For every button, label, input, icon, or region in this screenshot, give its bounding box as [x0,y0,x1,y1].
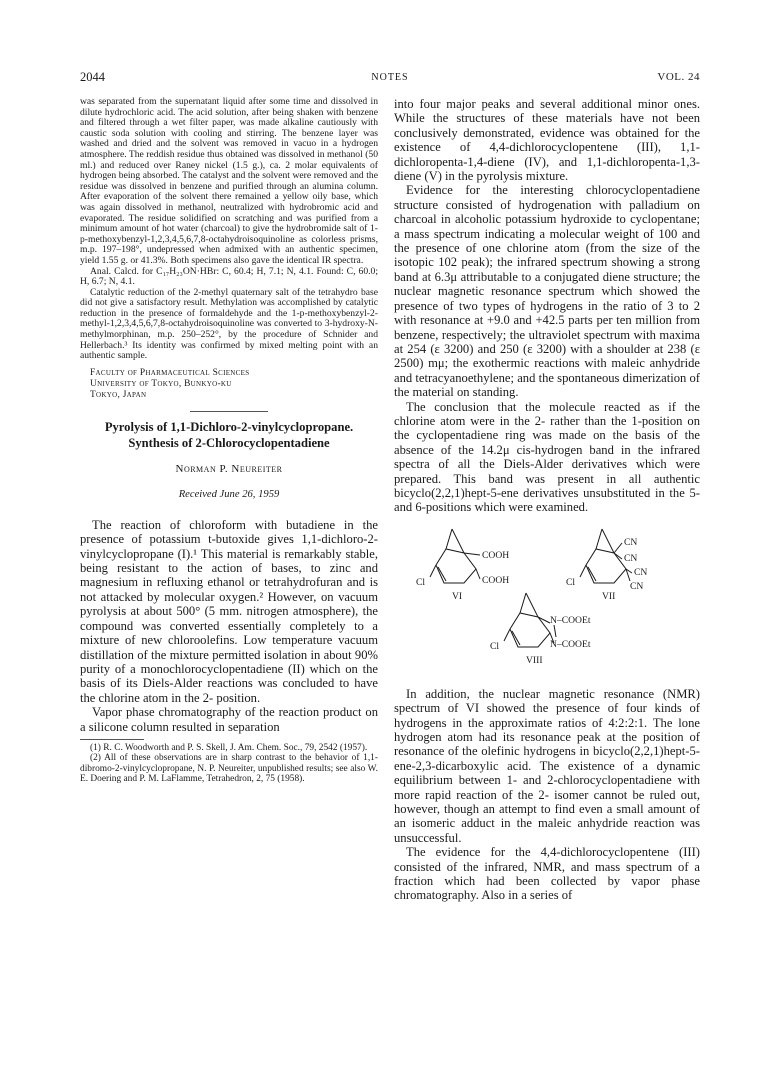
vii-sub1: CN [624,536,638,548]
body-paragraph: The reaction of chloroform with butadiene in the presence of potassium t-butoxide gives 1,1-dichloro-2-vinylcyclopropane (I).¹ This material is remarkably stable, being resistant to the action of bases, to zinc and magnesium in refluxing ethanol or tetrahydrofuran and is not attacked by molecular oxygen.² However, on vacuum pyrolysis at about 500° (5 mm. nitrogen atmosphere), the compound was converted essentially completely to a mixture of new chloroolefins. Low temperature vacuum distillation of the mixture permitted isolation in about 90% purity of a monochlorocyclopentadiene (II) which on the basis of its Diels-Alder reactions was concluded to have the chlorine atom in the 2- position. [80,517,378,705]
viii-label: VIII [526,654,543,666]
viii-sub1: N–COOEt [550,614,591,626]
affiliation-line: Tokyo, Japan [90,390,147,401]
vii-sub4: CN [630,580,644,592]
vii-cl: Cl [566,576,576,588]
affiliation-line: University of Tokyo, Bunkyo-ku [90,379,232,390]
structure-diagrams [394,523,700,677]
running-header [80,70,700,86]
page-number: 2044 [80,70,105,84]
structure-vi [430,529,480,583]
viii-cl: Cl [490,640,500,652]
vii-sub3: CN [634,566,648,578]
vi-sub1: COOH [482,549,510,561]
prev-article-paragraph: Catalytic reduction of the 2-methyl quaternary salt of the tetrahydro base did not give a satisfactory result. Methylation was accomplished by catalytic reduction in the presence of formaldehyde and the 1-p-methoxybenzyl-2-methyl-1,2,3,4,5,6,7,8-octahydroisoquinoline was converted to 3-hydroxy-N-methylmorphinan, m.p. 250–252°, by the procedure of Schnider and Hellerbach.³ Its identity was confirmed by mixed melting point with an authentic sample. [80,286,378,362]
viii-sub2: N–COOEt [550,638,591,650]
body-paragraph: Evidence for the interesting chlorocyclopentadiene structure consisted of hydrogenation with palladium on charcoal in alcoholic potassium hydroxide to cyclopentane; a mass spectrum indicating a molecular weight of 100 and the presence of one chlorine atom (from the size of the isotopic 102 peak); the infrared spectrum showing a strong band at 6.3μ attributable to a conjugated diene structure; the nuclear magnetic resonance spectrum which showed the presence of two types of hydrogens in the ratio of 3 to 2 with resonance at +9.0 and +42.5 parts per ten million from benzene, respectively; the ultraviolet spectrum with maxima at 254 (ε 3200) and 250 (ε 3200) with a shoulder at 238 (ε 2500) mμ; the exothermic reactions with maleic anhydride and tetracyanoethylene; and the spontaneous dimerization of the material on standing. [394,183,700,400]
footnote: (2) All of these observations are in sharp contrast to the behavior of 1,1-dibromo-2-vinylcyclopropane, N. P. Neureiter, unpublished results; see also W. E. Doering and P. M. LaFlamme, Tetrahedron, 2, 75 (1958). [80,753,378,785]
affiliation [90,368,378,402]
volume-label: VOL. 24 [657,71,700,83]
affiliation-line: Faculty of Pharmaceutical Sciences [90,367,250,378]
body-paragraph: The conclusion that the molecule reacted as if the chlorine atom were in the 2- rather than the 1-position on the cyclopentadiene ring was made on the basis of the absence of the 14.2μ cis-hydrogen band in the infrared spectra of all the Diels-Alder derivatives which were prepared. This band was present in all authentic bicyclo(2,2,1)hept-5-ene derivatives unsubstituted in the 5- and 6-positions which were examined. [394,399,700,515]
left-column [80,97,378,785]
prev-article-paragraph: was separated from the supernatant liquid after some time and dissolved in dilute hydrochloric acid. The acid solution, after being shaken with benzene and filtered through a wet filter paper, was made alkaline cautiously with caustic soda solution with cooling and stirring. The benzene layer was washed and dried and the solvent was removed in vacuo in a hydrogen atmosphere. The reddish residue thus obtained was dissolved in methanol (50 ml.) and reduced over Raney nickel (1.5 g.), ca. 2 molar equivalents of hydrogen being absorbed. The catalyst and the solvent were removed and the residue was dissolved in benzene and purified through an alumina column. After evaporation of the solvent there remained a yellow oily base, which was again dissolved in methanol, neutralized with hydrobromic acid and evaporated. The residue solidified on scratching and was purified from a minimum amount of hot water (charcoal) to give the hydrobromide salt of 1-p-methoxybenzyl-1,2,3,4,5,6,7,8-octahydroisoquinoline as colorless prisms, m.p. 197–198°, undepressed when admixed with an authentic specimen, yield 1.55 g. or 41.3%. Both specimens also gave the identical IR spectra. [80,96,378,266]
footnote-rule [80,739,144,740]
section-label: NOTES [371,72,409,83]
body-paragraph: into four major peaks and several additional minor ones. While the structures of these materials have not been conclusively demonstrated, evidence was obtained for the existence of 4,4-dichlorocyclopentene (III), 1,1-dichloropenta-1,4-diene (IV), and 1,1-dichloropenta-1,3-diene (V) in the pyrolysis mixture. [394,97,700,184]
received-date: Received June 26, 1959 [178,488,280,500]
article-title: Pyrolysis of 1,1-Dichloro-2-vinylcyclopropane. Synthesis of 2-Chlorocyclopentadiene [104,420,354,450]
vii-label: VII [602,590,616,602]
body-paragraph: Vapor phase chromatography of the reaction product on a silicone column resulted in separation [80,705,378,734]
footnote: (1) R. C. Woodworth and P. S. Skell, J. Am. Chem. Soc., 79, 2542 (1957). [90,742,368,753]
vii-sub2: CN [624,552,638,564]
article-separator [190,411,268,412]
body-paragraph: The evidence for the 4,4-dichlorocyclopentene (III) consisted of the infrared, NMR, and mass spectrum of a fraction which had been collected by vapor phase chromatography. Also in a series of [394,845,700,903]
vi-cl: Cl [416,576,426,588]
structure-viii [504,593,556,647]
article-author: Norman P. Neureiter [175,462,283,475]
right-column [394,97,700,903]
vi-label: VI [452,590,463,602]
body-paragraph: In addition, the nuclear magnetic resonance (NMR) spectrum of VI showed the presence of four kinds of hydrogens in the approximate ratios of 4:2:2:1. The lone hydrogen atom had its resonance peak at the position of resonance of the olefinic hydrogens in bicyclo(2,2,1)hept-5-ene-2,3-dicarboxylic acid. The existence of a dynamic equilibrium between 1- and 2-chlorocyclopentadiene with more rapid reaction of the 2- isomer cannot be ruled out, however, though an attempt to find even a small amount of an isomeric adduct in the maleic anhydride reaction was unsuccessful. [394,686,700,845]
structure-figures [394,523,700,677]
vi-sub2: COOH [482,574,510,586]
prev-article-analysis: Anal. Calcd. for C₁₇H₂₃ON·HBr: C, 60.4; H, 7.1; N, 4.1. Found: C, 60.0; H, 6.7; N, 4.1. [80,265,378,288]
